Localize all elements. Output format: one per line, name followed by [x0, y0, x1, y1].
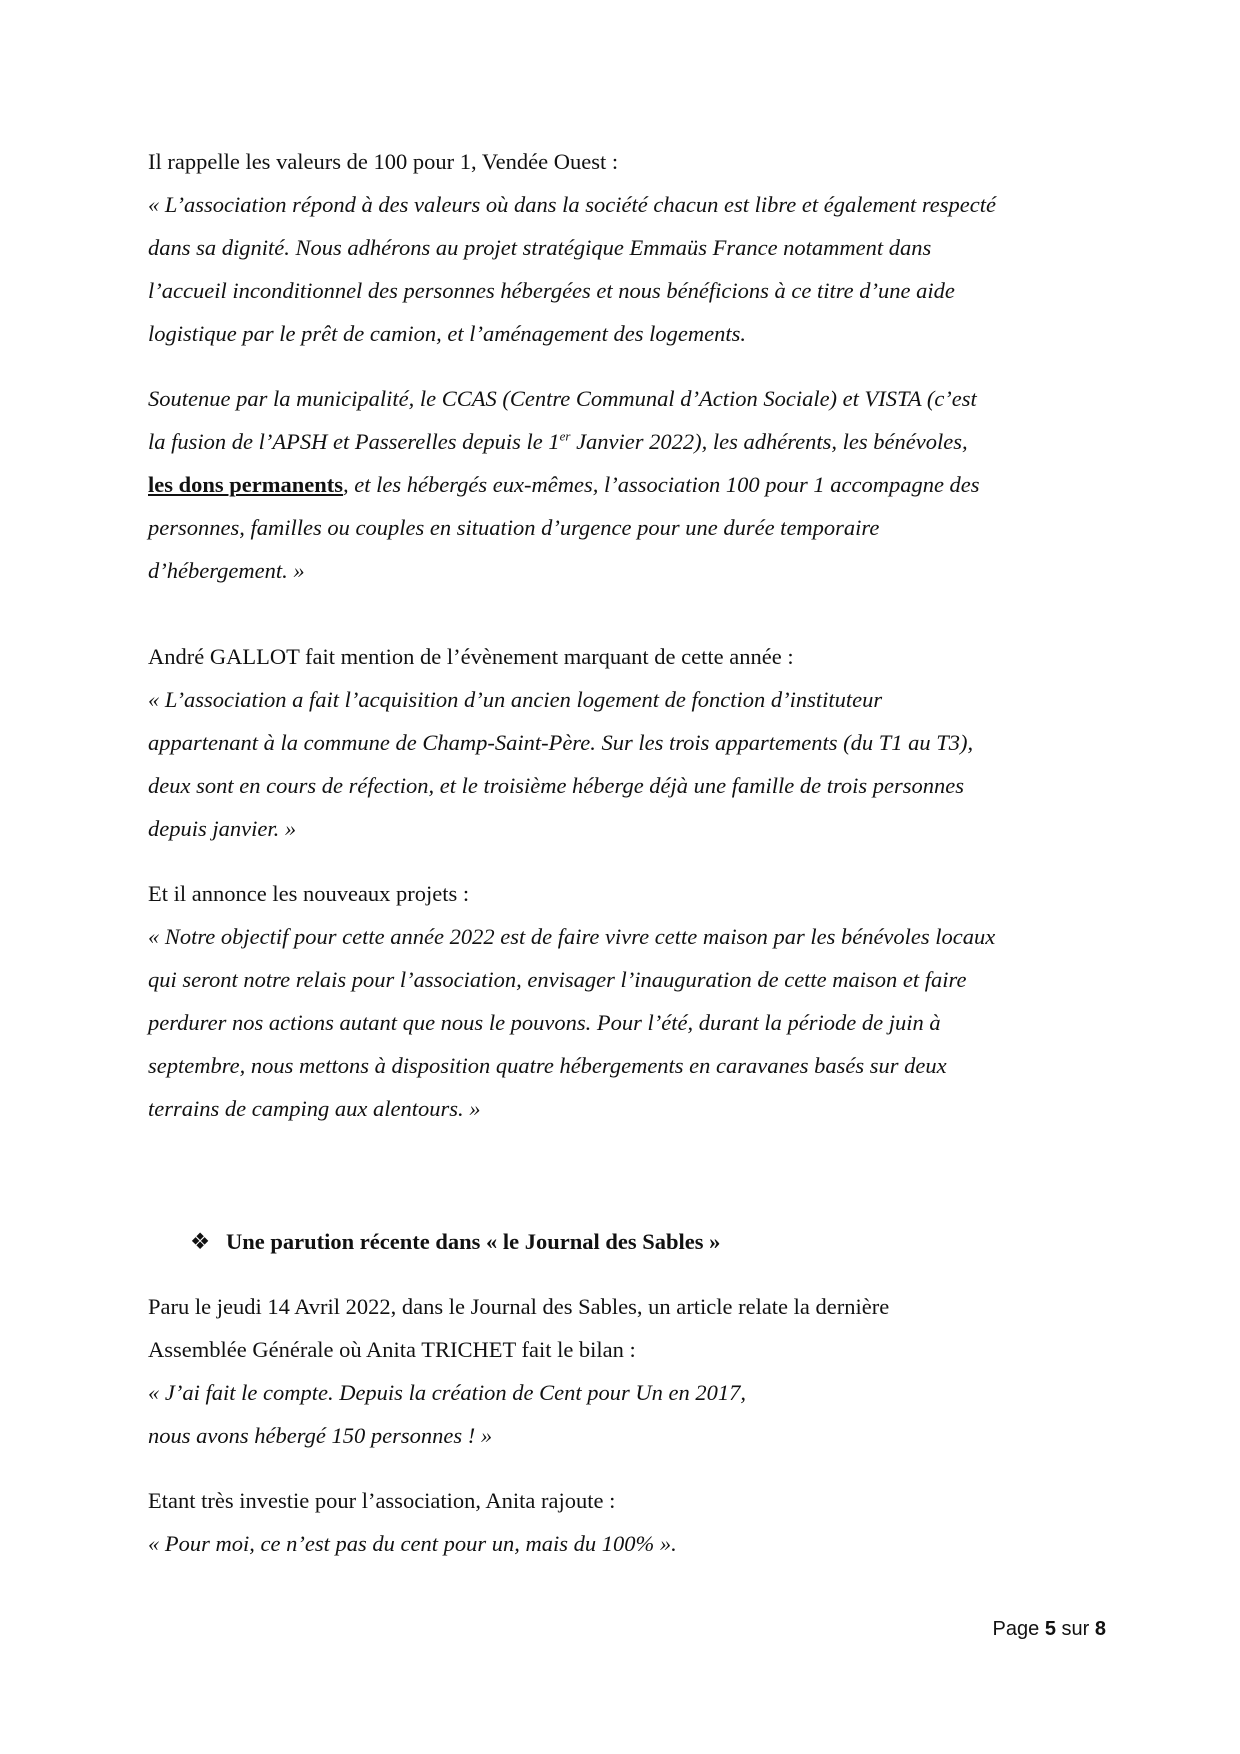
quote-line: l’accueil inconditionnel des personnes hébergées et nous bénéficions à ce titre d’une aide [148, 278, 955, 303]
page-word: Page [992, 1618, 1040, 1640]
quote-line: dans sa dignité. Nous adhérons au projet stratégique Emmaüs France notamment dans [148, 235, 932, 260]
superscript-er: er [559, 428, 571, 444]
quote-line: depuis janvier. » [148, 816, 297, 841]
quote-line: « L’association répond à des valeurs où dans la société chacun est libre et également respecté [148, 192, 996, 217]
quote-line: logistique par le prêt de camion, et l’aménagement des logements. [148, 321, 746, 346]
paragraph-event-intro: André GALLOT fait mention de l’évènement marquant de cette année : [148, 644, 794, 669]
quote-line: terrains de camping aux alentours. » [148, 1096, 481, 1121]
support-text: la fusion de l’APSH et Passerelles depuis le 1 [148, 429, 560, 454]
paragraph-support-line: personnes, familles ou couples en situation d’urgence pour une durée temporaire [148, 515, 880, 540]
quote-line: « Notre objectif pour cette année 2022 est de faire vivre cette maison par les bénévoles locaux [148, 924, 996, 949]
paragraph-article-line: Paru le jeudi 14 Avril 2022, dans le Journal des Sables, un article relate la dernière [148, 1294, 890, 1319]
quote-line: nous avons hébergé 150 personnes ! » [148, 1423, 493, 1448]
paragraph-values-intro: Il rappelle les valeurs de 100 pour 1, Vendée Ouest : [148, 149, 619, 174]
quote-line: « J’ai fait le compte. Depuis la création de Cent pour Un en 2017, [148, 1380, 747, 1405]
section-heading-text: Une parution récente dans « le Journal des Sables » [226, 1229, 721, 1254]
quote-line: appartenant à la commune de Champ-Saint-Père. Sur les trois appartements (du T1 au T3), [148, 730, 974, 755]
quote-line: « Pour moi, ce n’est pas du cent pour un, mais du 100% ». [148, 1531, 677, 1556]
support-text: , et les hébergés eux-mêmes, l’association 100 pour 1 accompagne des [343, 472, 980, 497]
quote-line: qui seront notre relais pour l’association, envisager l’inauguration de cette maison et faire [148, 967, 967, 992]
page-total: 8 [1094, 1618, 1106, 1640]
diamond-bullet-icon: ❖ [190, 1229, 211, 1254]
page-number: 5 [1044, 1618, 1056, 1640]
quote-line: septembre, nous mettons à disposition quatre hébergements en caravanes basés sur deux [148, 1053, 947, 1078]
section-heading [148, 1220, 1108, 1263]
paragraph-support-line: Soutenue par la municipalité, le CCAS (Centre Communal d’Action Sociale) et VISTA (c’est [148, 386, 977, 411]
paragraph-support-line [148, 463, 1108, 506]
quote-line: « L’association a fait l’acquisition d’un ancien logement de fonction d’instituteur [148, 687, 883, 712]
paragraph-support-line: d’hébergement. » [148, 558, 305, 583]
paragraph-projects-intro: Et il annonce les nouveaux projets : [148, 881, 470, 906]
of-word: sur [1061, 1618, 1090, 1640]
document-body [148, 140, 1108, 1565]
paragraph-anita-intro: Etant très investie pour l’association, Anita rajoute : [148, 1488, 616, 1513]
support-text: Janvier 2022), les adhérents, les bénévoles, [570, 429, 968, 454]
quote-line: perdurer nos actions autant que nous le pouvons. Pour l’été, durant la période de juin à [148, 1010, 941, 1035]
paragraph-article-line: Assemblée Générale où Anita TRICHET fait le bilan : [148, 1337, 636, 1362]
paragraph-support-line [148, 420, 1108, 463]
page-number-footer [993, 1616, 1106, 1642]
permanent-donations-emphasis: les dons permanents [148, 472, 344, 497]
quote-line: deux sont en cours de réfection, et le troisième héberge déjà une famille de trois personnes [148, 773, 965, 798]
